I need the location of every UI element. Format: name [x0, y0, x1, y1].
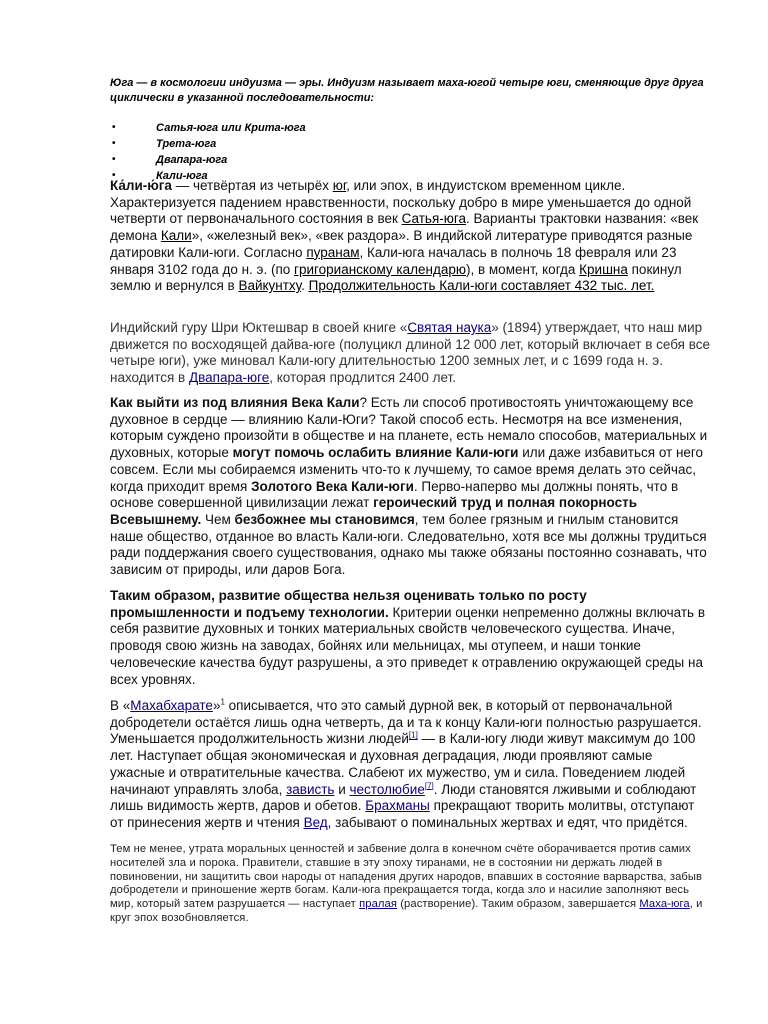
link-kali[interactable]: Кали [160, 228, 192, 244]
text-run: . [301, 278, 309, 294]
link-krishna[interactable]: Кришна [579, 261, 628, 277]
text-run: прекращают творить молитвы, отступают от принесения жертв и чтения [110, 798, 695, 830]
bold-run: могут помочь ослабить влияние Кали-юги [232, 445, 519, 461]
link-envy[interactable]: зависть [286, 781, 335, 797]
text-run: . Перво-наперво мы должны понять, что в основе совершенной цивилизации лежат [110, 478, 679, 511]
bold-run: Золотого Века Кали-юги [251, 478, 414, 494]
text-run: . Люди становятся лживыми и соблюдают лишь видимость жертв, даров и обетов. [110, 781, 697, 814]
text-run: описывается, что это самый дурной век, в который от первоначальной добродетели остаётся лишь одна четверть, да и та к концу Кали-юги полностью разрушается. Уменьшается продолжительность жизни людей [110, 698, 702, 747]
intro-paragraph: Юга — в космологии индуизма — эры. Индуизм называет маха-югой четыре юги, сменяющие друг друга циклически в указанной последовательности: [110, 77, 704, 104]
bold-run: безбожнее мы становимся [234, 511, 415, 527]
text-run: , Кали-юга началась в полночь 18 февраля или 23 января 3102 года до н. э. (по [110, 244, 677, 277]
mahabharata-paragraph [110, 698, 710, 832]
text-run: , и круг эпох возобновляется. [110, 898, 703, 924]
bold-run: героический труд и полная покорность Всевышнему. [110, 495, 638, 527]
text-run: — в Кали-югу люди живут максимум до 100 лет. Наступает общая экономическая и духовная деградация, люди проявляют самые ужасные и отвратительные качества. Слабеют их мужество, ум и сила. Поведением людей начинают управлять злоба, [110, 731, 696, 797]
link-gregorian-calendar[interactable]: григорианскому календарю [294, 261, 466, 277]
list-item: • Сатья-юга или Крита-юга [110, 120, 306, 136]
text-run: » [212, 698, 221, 713]
text-run: . Варианты трактовки названия: «век демона [110, 211, 699, 244]
kali-yuga-term: Ка́ли-ю́га [110, 178, 172, 193]
text-run: Тем не менее, утрата моральных ценностей и забвение долга в конечном счёте оборачивается против самих носителей зла и порока. Правители, ставшие в эту эпоху тиранами, не в состоянии ни держать людей в повиновении, ни защитить свои народы от нападения других народов, впавших в состояние варварства, забыв добродетели и приношение жертв богам. Кали-юга прекращается тогда, когда зло и насилие заполняют весь мир, который затем разрушается — наступает [110, 843, 703, 911]
text-run: или даже избавиться от него совсем. Если мы собираемся изменить что-то к лучшему, то самое время делать это сейчас, когда приходит время [110, 445, 704, 494]
link-vedas[interactable]: Вед [303, 814, 328, 830]
text-run: ? Есть ли способ противостоять уничтожающему все духовное в сердце — влиянию Кали-Юги? Такой способ есть. Несмотря на все изменения, которым суждено произойти в обществе и на планете, есть немало способов, материальных и духовных, которые [110, 395, 708, 461]
escape-kali-paragraph [110, 395, 710, 579]
list-item: • Кали-юга [110, 168, 306, 184]
link-vaikuntha[interactable]: Вайкунтху [238, 278, 302, 294]
text-run: Индийский гуру Шри Юктешвар в своей книге « [110, 320, 408, 335]
text-run: В « [110, 698, 131, 713]
society-paragraph [110, 588, 710, 688]
kali-yuga-paragraph [110, 178, 710, 295]
link-puranas[interactable]: пуранам [306, 244, 360, 260]
text-run: » (1894) утверждает, что наш мир движется по восходящей дайва-юге (полуцикл длиной 12 000 лет, который включает в себя все четыре юги), уже миновал Кали-югу длительностью 1200 земных лет, и с 1699 года н. э. находится в [110, 320, 710, 386]
link-brahmins[interactable]: Брахманы [365, 798, 430, 814]
text-run: покинул землю и вернулся в [110, 261, 682, 294]
text-run: , или эпох, в индуистском временном цикле. Характеризуется падением нравственности, поскольку добро в мире уменьшается до одной четверти от первоначального состояния в век [110, 178, 692, 227]
link-ambition[interactable]: честолюбие [349, 781, 425, 797]
list-item: • Двапара-юга [110, 152, 306, 168]
link-holy-science[interactable]: Святая наука [407, 320, 492, 335]
link-satya-yuga[interactable]: Сатья-юга [401, 211, 467, 227]
link-yug[interactable]: юг [332, 178, 347, 193]
text-run: , тем более грязным и гнилым становится наше общество, отданное во власть Кали-юги. Следовательно, хотя все мы должны трудиться ради поддержания своего существования, однако мы также обязаны постоянно сознавать, что зависим от природы, или даров Бога. [110, 511, 707, 578]
text-run: и [334, 781, 350, 797]
text-run: (растворение). Таким образом, завершается [397, 898, 640, 911]
footnote-ref[interactable]: [1] [408, 730, 418, 740]
link-maha-yuga[interactable]: Маха-юга [639, 898, 690, 911]
text-run: Критерии оценки непременно должны включать в себя развитие духовных и тонких материальных свойств человеческого существа. Иначе, проводя свою жизнь на заводах, бойнях или мельницах, мы отупеем, и наши тонкие человеческие качества будут разрушены, а это приведет к отравлению окружающей среды на всех уровнях. [110, 604, 706, 687]
link-dvapara-yuga[interactable]: Двапара-юге [188, 370, 270, 386]
text-run: ), в момент, когда [465, 261, 580, 277]
bold-run: Таким образом, развитие общества нельзя оценивать только по росту промышленности и подъему технологии. [110, 588, 587, 620]
text-run: , забывают о поминальных жертвах и едят, что придётся. [327, 814, 688, 830]
text-run: », «железный век», «век раздора». В индийской литературе приводятся разные датировки Кали-юги. Согласно [110, 228, 693, 260]
text-run: Чем [201, 511, 235, 527]
footnote-ref[interactable]: 1 [220, 697, 225, 707]
yuga-list [110, 120, 306, 184]
text-run: — четвёртая из четырёх [171, 178, 333, 193]
yukteswar-paragraph [110, 320, 710, 387]
link-mahabharata[interactable]: Махабхарате [130, 698, 213, 713]
link-pralaya[interactable]: пралая [359, 898, 398, 911]
list-item: • Трета-юга [110, 136, 306, 152]
footnote-ref[interactable]: [7] [424, 781, 434, 791]
text-run: , которая продлится 2400 лет. [269, 370, 456, 386]
pralaya-paragraph [110, 843, 710, 926]
bold-run: Как выйти из под влияния Века Кали [110, 395, 360, 410]
link-duration[interactable]: Продолжительность Кали-юги составляет 432 тыс. лет. [308, 278, 655, 294]
